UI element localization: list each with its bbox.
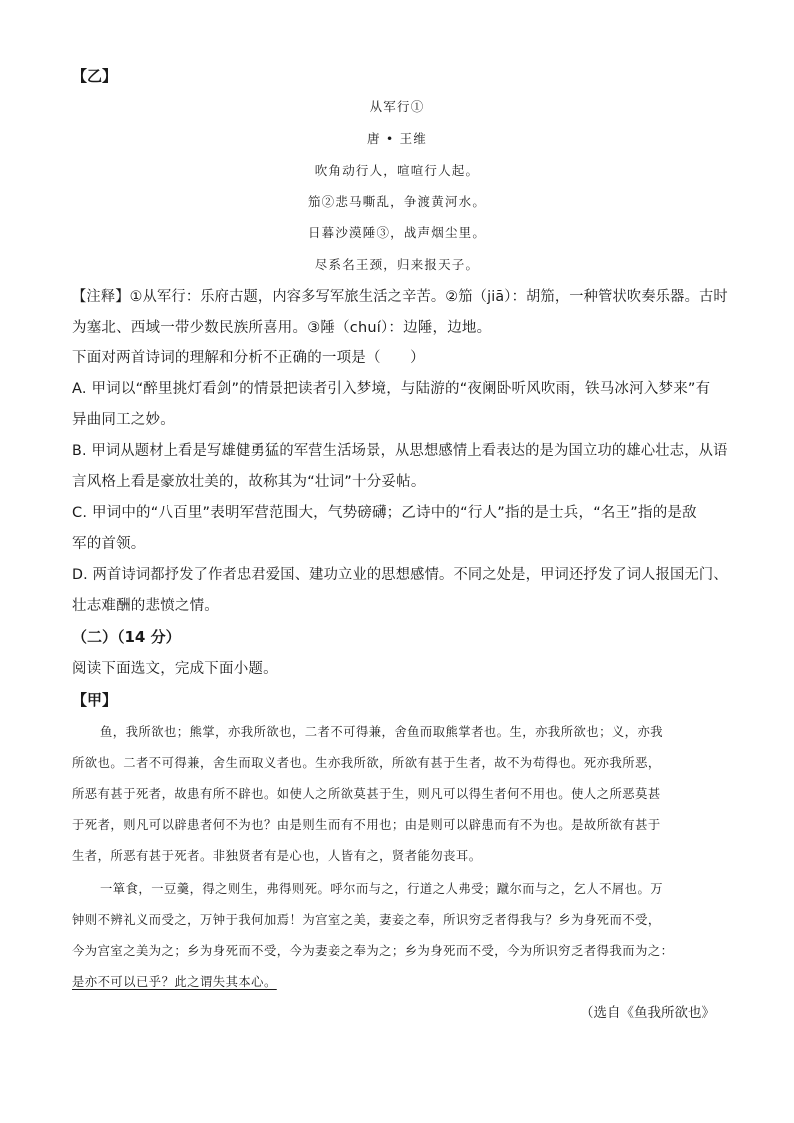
notes-line: 为塞北、西域一带少数民族所喜用。③陲（chuí）：边陲，边地。: [72, 320, 492, 336]
poem-line: 吹角动行人，喧喧行人起。: [314, 163, 480, 178]
poem-title: 从军行①: [369, 99, 425, 114]
section-yi-label: 【乙】: [72, 67, 118, 85]
prose-line: 今为宫室之美为之；乡为身死而不受，今为妻妾之奉为之；乡为身死而不受，今为所识穷乏者得我而为之：: [72, 944, 674, 958]
prose-line: 鱼，我所欲也；熊掌，亦我所欲也，二者不可得兼，舍鱼而取熊掌者也。生，亦我所欲也；义，亦我: [100, 725, 664, 739]
option-d-line1: D. 两首诗词都抒发了作者忠君爱国、建功立业的思想感情。不同之处是，甲词还抒发了词人报国无门、: [72, 567, 728, 583]
option-c-line2: 军的首领。: [72, 536, 146, 552]
notes-line: 【注释】①从军行：乐府古题，内容多写军旅生活之辛苦。②笳（jiā）：胡笳，一种管状吹奏乐器。古时: [72, 289, 728, 305]
option-a-line1: A. 甲词以“醉里挑灯看剑”的情景把读者引入梦境，与陆游的“夜阑卧听风吹雨，铁马冰河入梦来”有: [72, 381, 711, 397]
poem-author: 唐 • 王维: [366, 131, 428, 146]
prose-line: 钟则不辨礼义而受之，万钟于我何加焉！为宫室之美，妻妾之奉，所识穷乏者得我与？乡为身死而不受，: [72, 913, 661, 927]
question-stem: 下面对两首诗词的理解和分析不正确的一项是（ ）: [72, 350, 425, 366]
source-citation: （选自《鱼我所欲也》: [580, 1005, 715, 1021]
prose-line: 于死者，则凡可以辟患者何不为也？由是则生而有不用也；由是则可以辟患而有不为也。是故所欲有甚于: [72, 818, 661, 832]
poem-line: 笳②悲马嘶乱，争渡黄河水。: [307, 194, 487, 209]
poem-line: 日暮沙漠陲③，战声烟尘里。: [307, 225, 487, 240]
prose-line: 一箪食，一豆羹，得之则生，弗得则死。呼尔而与之，行道之人弗受；蹴尔而与之，乞人不屑也。万: [100, 882, 664, 896]
part-two-heading: （二）（14 分）: [72, 628, 181, 646]
prose-line: 所欲也。二者不可得兼，舍生而取义者也。生亦我所欲，所欲有甚于生者，故不为苟得也。死亦我所恶，: [72, 756, 661, 770]
poem-line: 尽系名王颈，归来报天子。: [314, 257, 480, 272]
option-b-line1: B. 甲词从题材上看是写雄健勇猛的军营生活场景，从思想感情上看表达的是为国立功的雄心壮志，从语: [72, 443, 728, 459]
prose-line: 生者，所恶有甚于死者。非独贤者有是心也，人皆有之，贤者能勿丧耳。: [72, 849, 482, 863]
option-a-line2: 异曲同工之妙。: [72, 412, 175, 428]
part-two-instruction: 阅读下面选文，完成下面小题。: [72, 661, 278, 677]
section-jia-label: 【甲】: [72, 691, 118, 709]
prose-line: 所恶有甚于死者，故患有所不辟也。如使人之所欲莫甚于生，则凡可以得生者何不用也。使人之所恶莫甚: [72, 787, 661, 801]
underlined-sentence-text: 是亦不可以已乎？此之谓失其本心。: [72, 975, 277, 989]
option-b-line2: 言风格上看是豪放壮美的，故称其为“壮词”十分妥帖。: [72, 474, 426, 490]
option-c-line1: C. 甲词中的“八百里”表明军营范围大，气势磅礴；乙诗中的“行人”指的是士兵，“名王”指的是敌: [72, 505, 697, 521]
underlined-sentence: [72, 973, 277, 991]
option-d-line2: 壮志难酬的悲愤之情。: [72, 598, 219, 614]
